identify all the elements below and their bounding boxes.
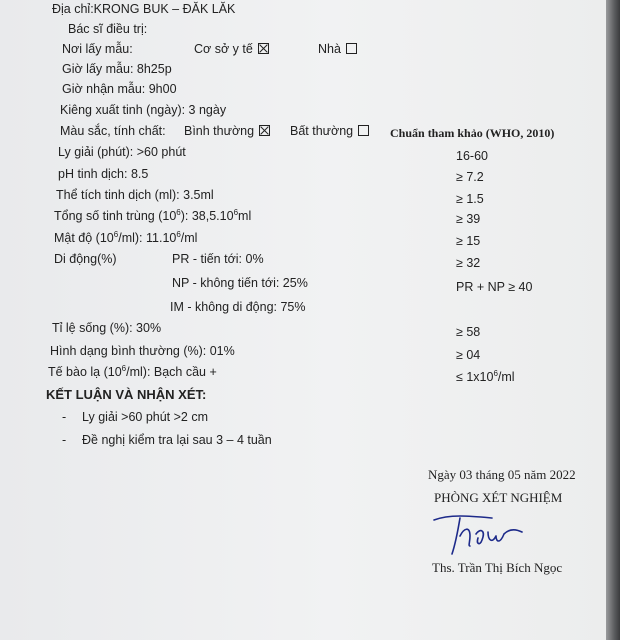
color-label: Màu sắc, tính chất: [60,124,166,138]
abnormal-label: Bất thường [290,124,354,138]
morphology-reference: ≥ 04 [456,348,481,362]
abnormal-cells-ref-unit: /ml [497,370,515,384]
density-exp2: 6 [176,229,181,239]
abnormal-cells-result [48,365,217,379]
density-exp: 6 [113,229,119,239]
doctor-line: Bác sĩ điều trị: [68,22,148,36]
total-count-unit: ml [238,209,252,223]
total-count-exp2: 6 [233,207,239,217]
volume-reference: ≥ 1.5 [456,192,484,206]
conclusion-item: - Ly giải >60 phút >2 cm [62,410,209,424]
abnormal-cells-ref-prefix: ≤ 1x10 [456,370,494,384]
normal-label: Bình thường [184,124,255,138]
facility-option [194,42,269,56]
total-count-exp: 6 [176,207,181,217]
normal-checkbox [259,125,270,136]
density-prefix: Mật độ (10 [54,231,114,245]
vitality-result: Tỉ lệ sống (%): 30% [52,321,162,335]
conclusion-item-text: Ly giải >60 phút >2 cm [82,410,209,424]
abnormal-cells-ref-exp: 6 [493,368,498,378]
signature [430,510,530,558]
reference-heading: Chuẩn tham khảo (WHO, 2010) [390,126,555,140]
collect-time: Giờ lấy mẫu: 8h25p [62,62,172,76]
abnormal-cells-exp: 6 [121,363,127,373]
abnormal-cells-rest: /ml): Bạch cầu + [126,365,217,379]
total-count-prefix: Tổng số tinh trùng (10 [54,209,177,223]
report-date: Ngày 03 tháng 05 năm 2022 [428,467,576,482]
signer-name: Ths. Trần Thị Bích Ngọc [432,560,563,575]
volume-result: Thể tích tinh dịch (ml): 3.5ml [56,188,214,202]
home-option [318,42,357,56]
abnormal-cells-prefix: Tế bào lạ (10 [48,365,122,379]
ph-reference: ≥ 7.2 [456,170,484,184]
abnormal-option [290,124,369,138]
morphology-result: Hình dạng bình thường (%): 01% [50,344,235,358]
np-result: NP - không tiến tới: 25% [172,276,308,290]
paper-edge [606,0,620,640]
liquefaction-result: Ly giải (phút): >60 phút [58,145,186,159]
pr-np-reference: PR + NP ≥ 40 [456,280,533,294]
total-count-reference: ≥ 39 [456,212,481,226]
abnormal-cells-reference [456,370,515,384]
conclusion-heading: KẾT LUẬN VÀ NHẬN XÉT: [46,387,207,402]
sample-place-label: Nơi lấy mẫu: [62,42,133,56]
ph-result: pH tinh dịch: 8.5 [58,167,149,181]
facility-label: Cơ sở y tế [194,42,253,56]
density-mid: /ml): 11.10 [118,231,177,245]
address-line: Địa chỉ:KRONG BUK – ĐĂK LĂK [52,2,236,16]
total-count-result [54,209,251,223]
im-result: IM - không di động: 75% [170,300,306,314]
density-unit: /ml [180,231,198,245]
department-name: PHÒNG XÉT NGHIỆM [434,490,563,505]
pr-result: PR - tiến tới: 0% [172,252,264,266]
abstinence: Kiêng xuất tinh (ngày): 3 ngày [60,103,227,117]
total-count-mid: ): 38,5.10 [180,209,234,223]
density-result [54,231,197,245]
liquefaction-reference: 16-60 [456,149,488,163]
receive-time: Giờ nhận mẫu: 9h00 [62,82,177,96]
home-label: Nhà [318,42,341,56]
normal-option [184,124,270,138]
conclusion-item: - Đề nghị kiểm tra lại sau 3 – 4 tuần [62,433,272,447]
pr-reference: ≥ 32 [456,256,481,270]
motility-label: Di động(%) [54,252,117,266]
conclusion-item-text: Đề nghị kiểm tra lại sau 3 – 4 tuần [82,433,272,447]
vitality-reference: ≥ 58 [456,325,481,339]
density-reference: ≥ 15 [456,234,481,248]
facility-checkbox [258,43,269,54]
abnormal-checkbox [358,125,369,136]
home-checkbox [346,43,357,54]
